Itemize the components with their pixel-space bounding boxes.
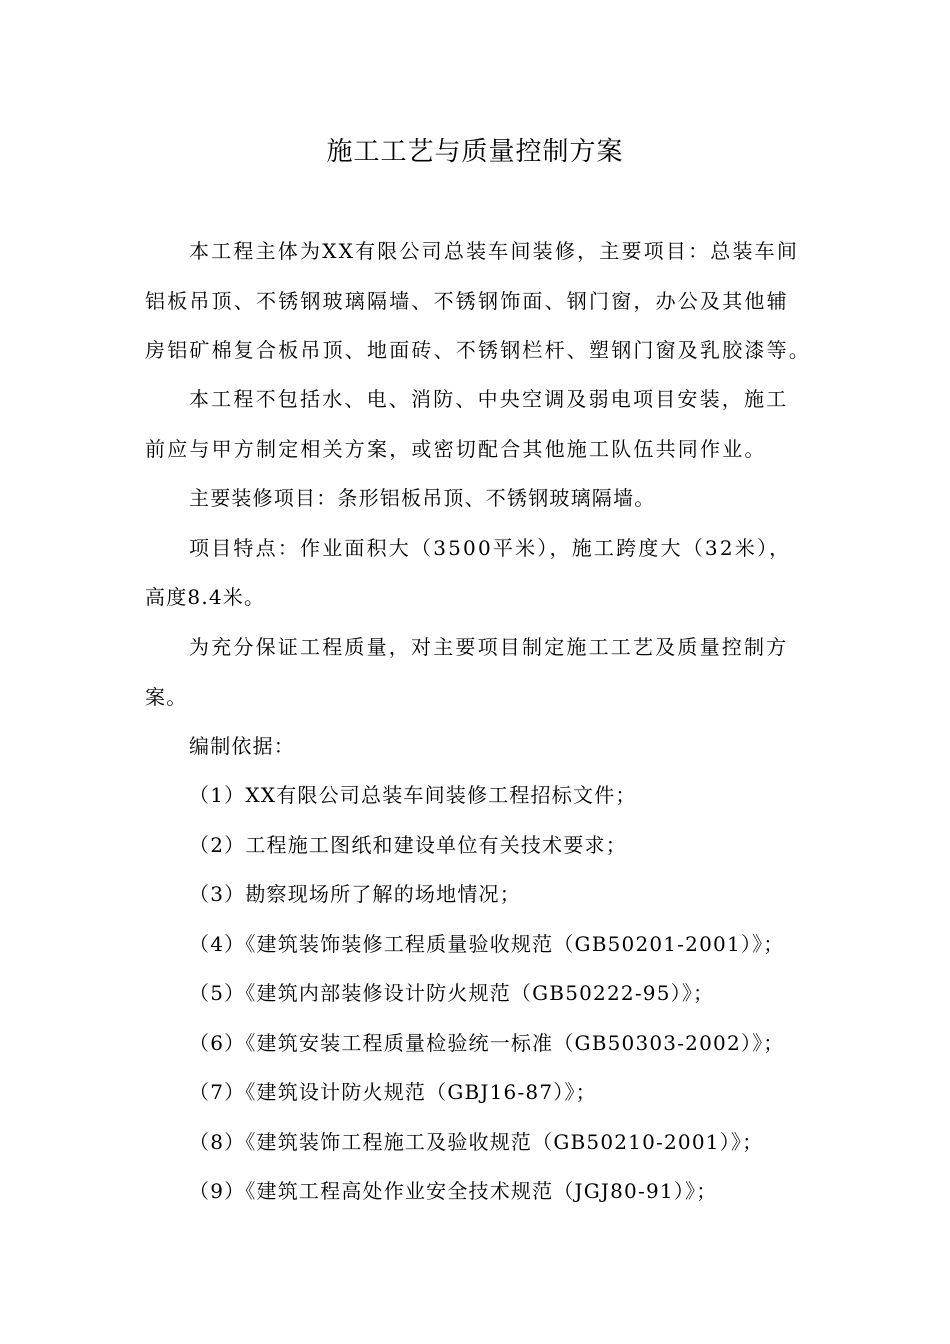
basis-item: （5）《建筑内部装修设计防火规范（GB50222-95）》；: [189, 981, 715, 1005]
paragraph-line: 前应与甲方制定相关方案，或密切配合其他施工队伍共同作业。: [145, 437, 767, 461]
paragraph-line: 本工程不包括水、电、消防、中央空调及弱电项目安装，施工: [189, 387, 789, 411]
paragraph-line: 高度8.4米。: [145, 585, 266, 609]
paragraph-line: 为充分保证工程质量，对主要项目制定施工工艺及质量控制方: [189, 635, 789, 659]
paragraph-line: 案。: [145, 685, 188, 709]
basis-item: （8）《建筑装饰工程施工及验收规范（GB50210-2001）》；: [189, 1130, 764, 1154]
section-heading: 编制依据：: [189, 734, 295, 758]
paragraph-line: 房铝矿棉复合板吊顶、地面砖、不锈钢栏杆、塑钢门窗及乳胶漆等。: [145, 338, 811, 362]
basis-item: （2）工程施工图纸和建设单位有关技术要求；: [189, 833, 627, 857]
paragraph-line: 本工程主体为XX有限公司总装车间装修，主要项目：总装车间: [189, 239, 800, 263]
paragraph-line: 铝板吊顶、不锈钢玻璃隔墙、不锈钢饰面、钢门窗，办公及其他辅: [145, 289, 789, 313]
basis-item: （3）勘察现场所了解的场地情况；: [189, 882, 521, 906]
basis-item: （6）《建筑安装工程质量检验统一标准（GB50303-2002）》；: [189, 1031, 785, 1055]
basis-item: （4）《建筑装饰装修工程质量验收规范（GB50201-2001）》；: [189, 932, 785, 956]
basis-item: （9）《建筑工程高处作业安全技术规范（JGJ80-91）》；: [189, 1179, 718, 1203]
basis-item: （7）《建筑设计防火规范（GBJ16-87）》；: [189, 1080, 597, 1104]
document-title: 施工工艺与质量控制方案: [326, 137, 624, 167]
basis-item: （1）XX有限公司总装车间装修工程招标文件；: [189, 783, 637, 807]
paragraph-line: 主要装修项目：条形铝板吊顶、不锈钢玻璃隔墙。: [189, 486, 656, 510]
paragraph-line: 项目特点：作业面积大（3500平米），施工跨度大（32米），: [189, 536, 792, 560]
